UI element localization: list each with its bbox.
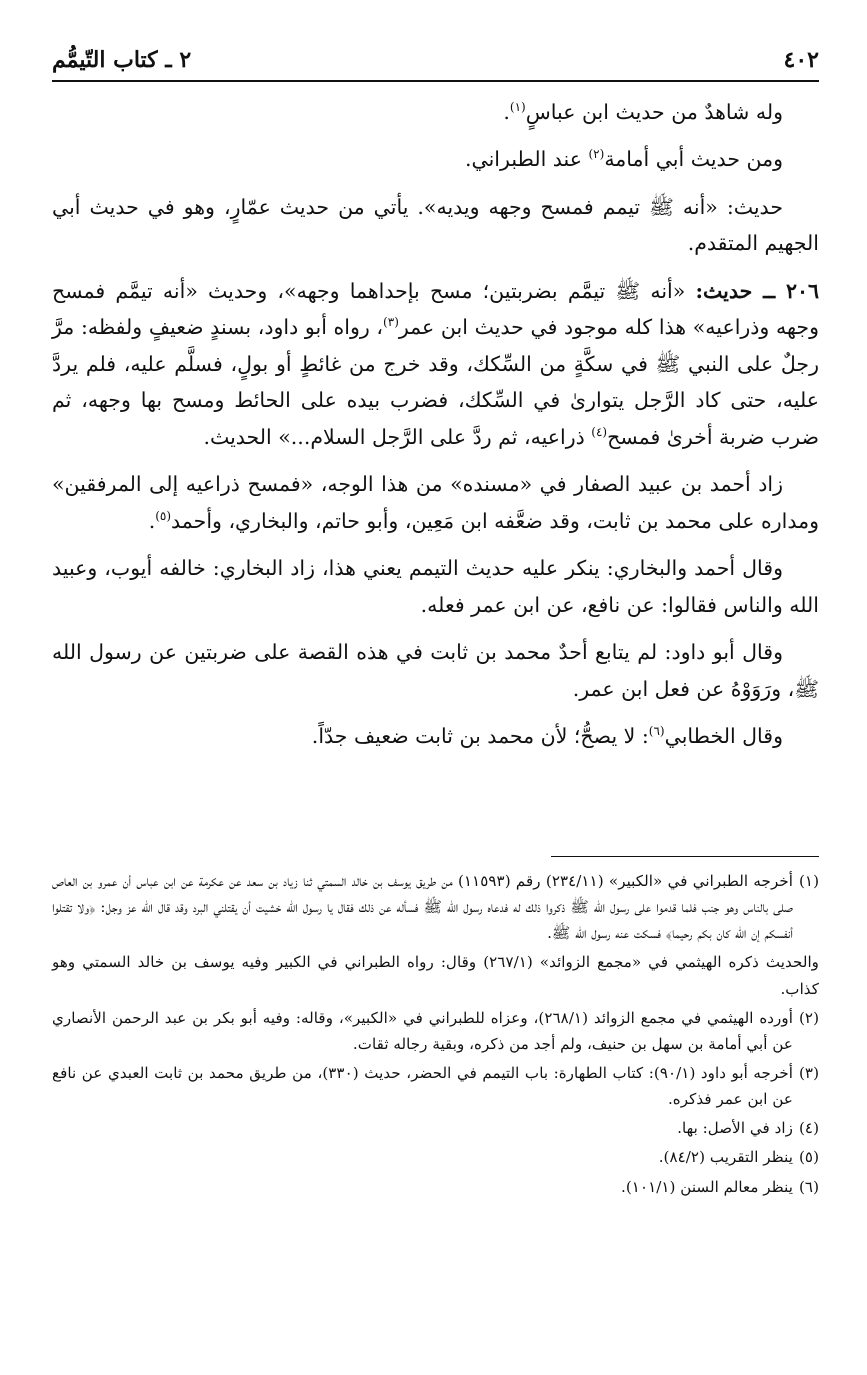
paragraph: وله شاهدٌ من حديث ابن عباسٍ$^{(١)}$. xyxy=(503,100,783,124)
paragraph: وقال أحمد والبخاري: ينكر عليه حديث التيمم يعني هذا، زاد البخاري: خالفه أيوب، وعبيد الله والناس فقالوا: عن نافع، عن ابن عمر فعله. xyxy=(52,556,819,617)
footnote-ref[interactable]: (٣) xyxy=(383,315,399,330)
footnote-text: أخرجه الطبراني في «الكبير» (٢٣٤/١١) رقم (١١٥٩٣) من طريق يوسف بن خالد السمتي ثنا زياد بن سعد عن عكرمة عن ابن عباس أن عمرو بن العاص صلى بالناس وهو جنب فلما قدموا على رسول الله ﷺ ذكروا ذلك له فدعاه رسول الله ﷺ فسأله عن ذلك فقال يا رسول الله خشيت أن يقتلني البرد وقد قال الله عز وجل: ﴿ولا تقتلوا أنفسكم إن الله كان بكم رحيما﴾ فسكت عنه رسول الله ﷺ. xyxy=(52,872,793,943)
footnote-ref[interactable]: (٤) xyxy=(591,425,608,440)
paragraph: وقال الخطابي$^{(٦)}$: لا يصحُّ؛ لأن محمد بن ثابت ضعيف جدّاً. xyxy=(311,724,783,749)
footnote-ref[interactable]: (١) xyxy=(509,100,526,115)
footnote-text: زاد في الأصل: بها. xyxy=(677,1119,793,1138)
footnote-ref[interactable]: (٥) xyxy=(155,509,172,524)
footnote-4 xyxy=(52,1115,819,1141)
footnote-number: (٦) xyxy=(798,1177,819,1196)
paragraph: ومن حديث أبي أمامة$^{(٢)}$ عند الطبراني. xyxy=(465,147,783,172)
footnotes xyxy=(52,868,819,1203)
footnote-text: أورده الهيثمي في مجمع الزوائد (٢٦٨/١)، وعزاه للطبراني في «الكبير»، وقاله: وفيه أبو بكر بن عبد الرحمن الأنصاري عن أبي أمامة بن سهل بن حنيف، ولم أجد من ذكره، وبقية رجاله ثقات. xyxy=(52,1008,793,1053)
footnote-5 xyxy=(52,1144,819,1170)
footnote-ref[interactable]: (٦) xyxy=(648,724,665,739)
footnote-1-continuation: والحديث ذكره الهيثمي في «مجمع الزوائد» (٢٦٧/١) وقال: رواه الطبراني في الكبير وفيه يوسف بن خالد السمتي وهو كذاب. xyxy=(52,953,819,998)
footnote-text: ينظر معالم السنن (١٠١/١). xyxy=(621,1177,793,1196)
footnote-text: ينظر التقريب (٨٤/٢). xyxy=(658,1148,793,1167)
footnote-number: (٤) xyxy=(798,1119,819,1138)
footnote-6 xyxy=(52,1174,819,1200)
footnote-divider xyxy=(551,856,819,857)
chapter-title: ٢ ـ كتاب التّيمُّم xyxy=(52,47,192,73)
footnote-number: (٥) xyxy=(798,1148,819,1167)
footnote-number: (٢) xyxy=(798,1008,819,1027)
footnote-1 xyxy=(52,868,819,946)
footnote-text: أخرجه أبو داود (٩٠/١): كتاب الطهارة: باب التيمم في الحضر، حديث (٣٣٠)، من طريق محمد بن ثابت العبدي عن نافع عن ابن عمر فذكره. xyxy=(52,1063,793,1109)
page-number: ٤٠٢ xyxy=(783,47,819,73)
page-header xyxy=(52,40,819,82)
paragraph: وقال أبو داود: لم يتابع أحدٌ محمد بن ثابت في هذه القصة على ضربتين عن رسول الله ﷺ، ورَوَوْهُ عن فعل ابن عمر. xyxy=(52,640,819,701)
main-text xyxy=(52,94,819,766)
footnote-number: (١) xyxy=(798,872,819,890)
paragraph: زاد أحمد بن عبيد الصفار في «مسنده» من هذا الوجه، «فمسح ذراعيه إلى المرفقين» ومداره على محمد بن ثابت، وقد ضعَّفه ابن مَعِين، وأبو حاتم، والبخاري، وأحمد$^{(٥)}$. xyxy=(52,472,819,533)
paragraph: حديث: «أنه ﷺ تيمم فمسح وجهه ويديه». يأتي من حديث عمّارٍ، وهو في حديث أبي الجهيم المتقدم. xyxy=(52,194,819,256)
footnote-number: (٣) xyxy=(798,1063,819,1082)
hadith-number-label: ٢٠٦ ــ حديث: xyxy=(695,278,819,303)
footnote-3 xyxy=(52,1060,819,1112)
hadith-206: ٢٠٦ ــ حديث: «أنه ﷺ تيمَّم بضربتين؛ مسح بإحداهما وجهه»، وحديث «أنه تيمَّم فمسح وجهه وذراعيه» هذا كله موجود في حديث ابن عمر$^{(٣)}$، رواه أبو داود، بسندٍ ضعيفٍ ولفظه: مرَّ رجلٌ على النبي ﷺ في سكَّةٍ من السِّكك، وقد خرج من غائطٍ أو بولٍ، فسلَّم عليه، فلم يردَّ عليه، حتى كاد الرَّجل يتوارىٰ في السِّكك، فضرب بيده على الحائط ومسح بها وجهه، ثم ضرب ضربة أخرىٰ فمسح$^{(٤)}$ ذراعيه، ثم ردَّ على الرَّجل السلام...» الحديث. xyxy=(52,278,819,449)
footnote-ref[interactable]: (٢) xyxy=(588,147,605,162)
footnote-2 xyxy=(52,1005,819,1057)
